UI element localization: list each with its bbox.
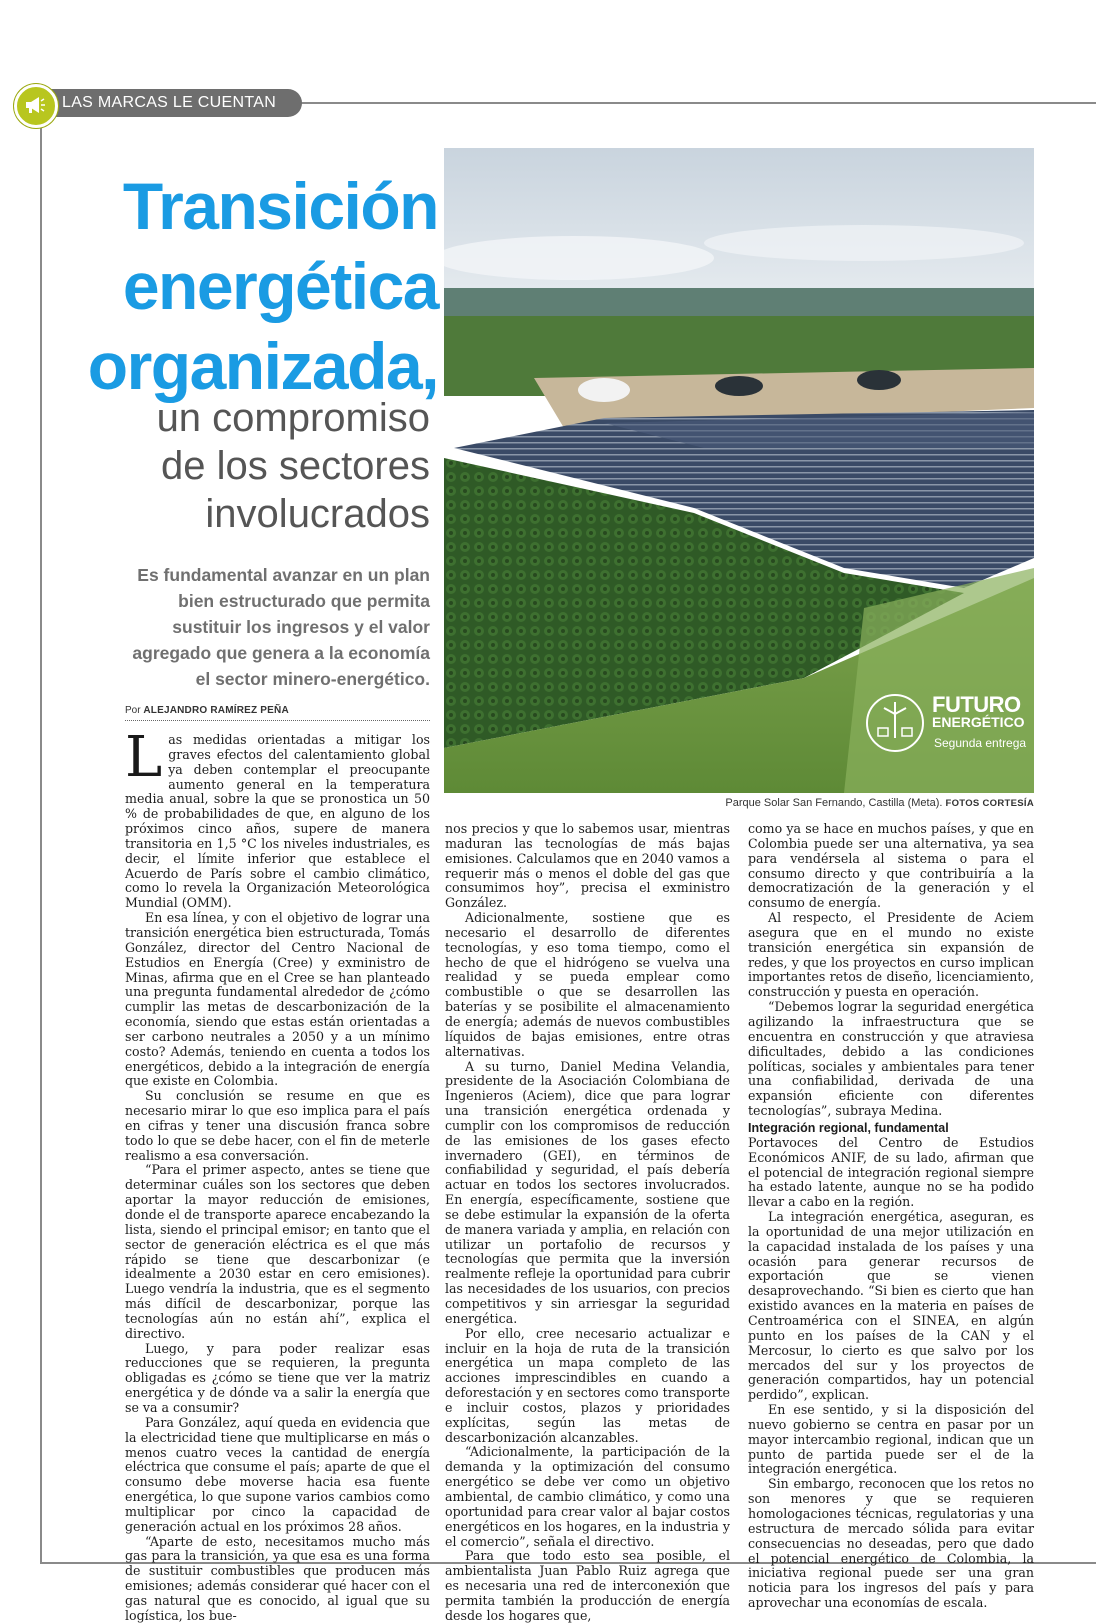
badge-title: FUTURO [932, 692, 1021, 717]
paragraph: En ese sentido, y si la disposición del nuevo gobierno se centra en pasar por un mayor intercambio regional, indican que un punto de partida puede ser el de la integración energética. [748, 1402, 1034, 1477]
lead-line-4: agregado que genera a la economía [132, 643, 430, 663]
article-column-2 [445, 822, 730, 1624]
paragraph: Portavoces del Centro de Estudios Económicos ANIF, de su lado, afirman que el potencial de integración regional siempre ha estado latente, aunque no se ha podido llevar a cabo en la región. [748, 1134, 1034, 1210]
byline-author: ALEJANDRO RAMÍREZ PEÑA [143, 705, 289, 716]
lead-line-5: el sector minero-energético. [195, 669, 430, 689]
lead-paragraph [90, 562, 430, 692]
paragraph: “Para el primer aspecto, antes se tiene que determinar cuáles son los sectores que deben aportar la mayor reducción de emisiones, donde el de transporte aparece encabezando la lista, siendo el principal emisor; en tanto que el sector de generación eléctrica es el que más rápido se tiene que descarbonizar (e idealmente a 2030 estar en cero emisiones). Luego vendría la industria, que es el segmento más difícil de descarbonizar, porque las tecnologías aún no están ahí”, explica el directivo. [125, 1162, 430, 1341]
byline-rule [125, 720, 430, 721]
caption-text: Parque Solar San Fernando, Castilla (Meta). [725, 797, 943, 809]
subheading: Integración regional, fundamental [748, 1120, 949, 1135]
paragraph: “Aparte de esto, necesitamos mucho más gas para la transición, ya que esa es una forma de sustituir combustibles que producen más emisiones; además considerar qué hacer con el gas natural que es conocido, al igual que su logística, los bue- [125, 1533, 430, 1623]
headline-line-2: energética [122, 249, 438, 323]
wind-turbine-icon [866, 694, 924, 752]
photo-caption [725, 797, 1034, 809]
lead-line-1: Es fundamental avanzar en un plan [137, 565, 430, 585]
headline-line-1: Transición [122, 169, 438, 243]
paragraph: Para que todo esto sea posible, el ambientalista Juan Pablo Ruiz agrega que es necesaria una red de interconexión que permita también la producción de energía desde los hogares que, [445, 1548, 730, 1623]
subtitle-line-3: involucrados [205, 492, 430, 536]
paragraph: “Debemos lograr la seguridad energética agilizando la infraestructura que se encuentra en construcción y que atraviesa dificultades, debido a las condiciones políticas, sociales y ambientales para tener una confiabilidad, derivada de una expansión eficiente con diferentes tecnologías”, subraya Medina. [748, 999, 1034, 1119]
paragraph: Su conclusión se resume en que es necesario mirar lo que eso implica para el país en cifras y tener una discusión franca sobre todo lo que se debe hacer, con el fin de meterle realismo a esa conversación. [125, 1088, 430, 1163]
paragraph: En esa línea, y con el objetivo de lograr una transición energética bien estructurada, Tomás González, director del Centro Nacional de Estudios en Energía (Cree) y exministro de Minas, afirma que en el Cree se han planteado una pregunta fundamental alrededor de ¿cómo cumplir las metas de descarbonización de la economía, siendo que estas están orientadas a ser carbono neutrales a 2050 y a un mínimo costo? Además, teniendo en cuenta a todos los energéticos, debido a la integración de energía que existe en Colombia. [125, 910, 430, 1089]
megaphone-icon [14, 84, 58, 128]
lead-line-2: bien estructurado que permita [178, 591, 430, 611]
paragraph: Adicionalmente, sostiene que es necesario el desarrollo de diferentes tecnologías, y eso toma tiempo, como el hecho de que el hidrógeno se vuelva una realidad y se pueda emplear como combustible o que se desarrollen las baterías y se posibilite el almacenamiento de energía; además de nuevos combustibles líquidos de bajas emisiones, entre otras alternativas. [445, 910, 730, 1059]
byline-prefix: Por [125, 705, 141, 716]
paragraph: Para González, aquí queda en evidencia que la electricidad tiene que multiplicarse en más o menos cuatro veces la cantidad de energía eléctrica que consume el país; aparte de que el consumo debe moverse hacia esa fuente energética, lo que supone varios cambios como multiplicar por cinco la capacidad de generación actual en los próximos 28 años. [125, 1414, 430, 1534]
subtitle-line-1: un compromiso [156, 396, 430, 440]
subtitle-line-2: de los sectores [160, 444, 430, 488]
paragraph: Por ello, cree necesario actualizar e incluir en la hoja de ruta de la transición energética un mapa completo de las acciones imprescindibles en cuando a deforestación y en sectores como transporte e incluir costos, plazos y prioridades explícitas, según las metas de descarbonización alcanzables. [445, 1325, 730, 1445]
article-column-1 [125, 725, 430, 1624]
lead-line-3: sustituir los ingresos y el valor [172, 617, 430, 637]
paragraph: Luego, y para poder realizar esas reducciones que se requieren, la pregunta obligadas es ¿cómo se tiene que ver la matriz energética y de dónde va a salir la energía que se va a consumir? [125, 1340, 430, 1415]
paragraph: como ya se hace en muchos países, y que en Colombia puede ser una alternativa, ya sea para vendérsela al sistema o para el consumo directo y que contribuiría a la democratización de la generación y el consumo de energía. [748, 821, 1034, 911]
headline [60, 166, 438, 406]
paragraph: Al respecto, el Presidente de Aciem asegura que en el mundo no existe transición energética sin expansión de redes, y que los proyectos en curso implican importantes retos de diseño, licenciamiento, construcción y puesta en operación. [748, 910, 1034, 1000]
paragraph: A su turno, Daniel Medina Velandia, presidente de la Asociación Colombiana de Ingenieros (Aciem), dice que para lograr una transición energética ordenada y cumplir con los compromisos de reducción de las emisiones de los gases efecto invernadero (GEI), en términos de confiabilidad y seguridad, el país debería actuar en todos los sectores involucrados. En energía, específicamente, sostiene que se debe estimular la expansión de la oferta de manera variada y amplia, en relación con utilizar un portafolio de recursos y tecnologías que permita que la inversión realmente refleje la oportunidad para cubrir las necesidades de los usuarios, con precios competitivos y sin arriesgar la seguridad energética. [445, 1058, 730, 1326]
headline-line-3: organizada, [87, 329, 438, 403]
drop-cap: L [125, 725, 163, 790]
paragraph: La integración energética, aseguran, es la oportunidad de una mejor utilización en la capacidad instalada de los países y una ocasión para generar recursos de exportación que se vienen desaprovechando. “Si bien es cierto que han existido avances en la materia en países de Centroamérica con el SINEA, en algún punto en los países de la CAN y el Mercosur, lo cierto es que salvo por los mercados del sur y los proyectos de generación compartidos, hay un potencial perdido”, explican. [748, 1209, 1034, 1403]
section-label: LAS MARCAS LE CUENTAN [62, 94, 277, 111]
byline [125, 705, 289, 716]
subtitle [60, 394, 430, 538]
photo-credit: FOTOS CORTESÍA [945, 798, 1034, 809]
frame-left-rule [40, 118, 42, 1564]
paragraph: nos precios y que lo sabemos usar, mientras maduran las tecnologías de más bajas emisiones. Calculamos que en 2040 vamos a requerir más o menos el doble del gas que consumimos hoy”, precisa el exministro González. [445, 821, 730, 911]
paragraph: Sin embargo, reconocen que los retos no son menores y que se requieren homologaciones técnicas, regulatorias y una estructura de mercado sólida para evitar consecuencias no deseadas, pero que dado el potencial energético de Colombia, la iniciativa regional puede ser una gran noticia para los ingresos del país y para aprovechar una economías de escala. [748, 1476, 1034, 1611]
badge-subtitle: ENERGÉTICO [932, 714, 1025, 730]
badge-edition: Segunda entrega [934, 736, 1027, 750]
paragraph: as medidas orientadas a mitigar los graves efectos del calentamiento global ya deben contemplar el preocupante aumento general en la temperatura media anual, sobre la que se pronostica un 50 % de probabilidades de que, en alguno de los próximos cinco años, supere de manera transitoria en 1,5 °C los niveles industriales, es decir, el límite inferior que establece el Acuerdo de París sobre el cambio climático, como lo revela la Organización Meteorológica Mundial (OMM). [125, 732, 430, 911]
article-column-3 [748, 822, 1034, 1611]
paragraph: “Adicionalmente, la participación de la demanda y la optimización del consumo energético se debe ver como un objetivo ambiental, de cambio climático, y como una oportunidad para crear valor al bajar costos energéticos en los hogares, en la industria y el comercio”, señala el directivo. [445, 1444, 730, 1549]
